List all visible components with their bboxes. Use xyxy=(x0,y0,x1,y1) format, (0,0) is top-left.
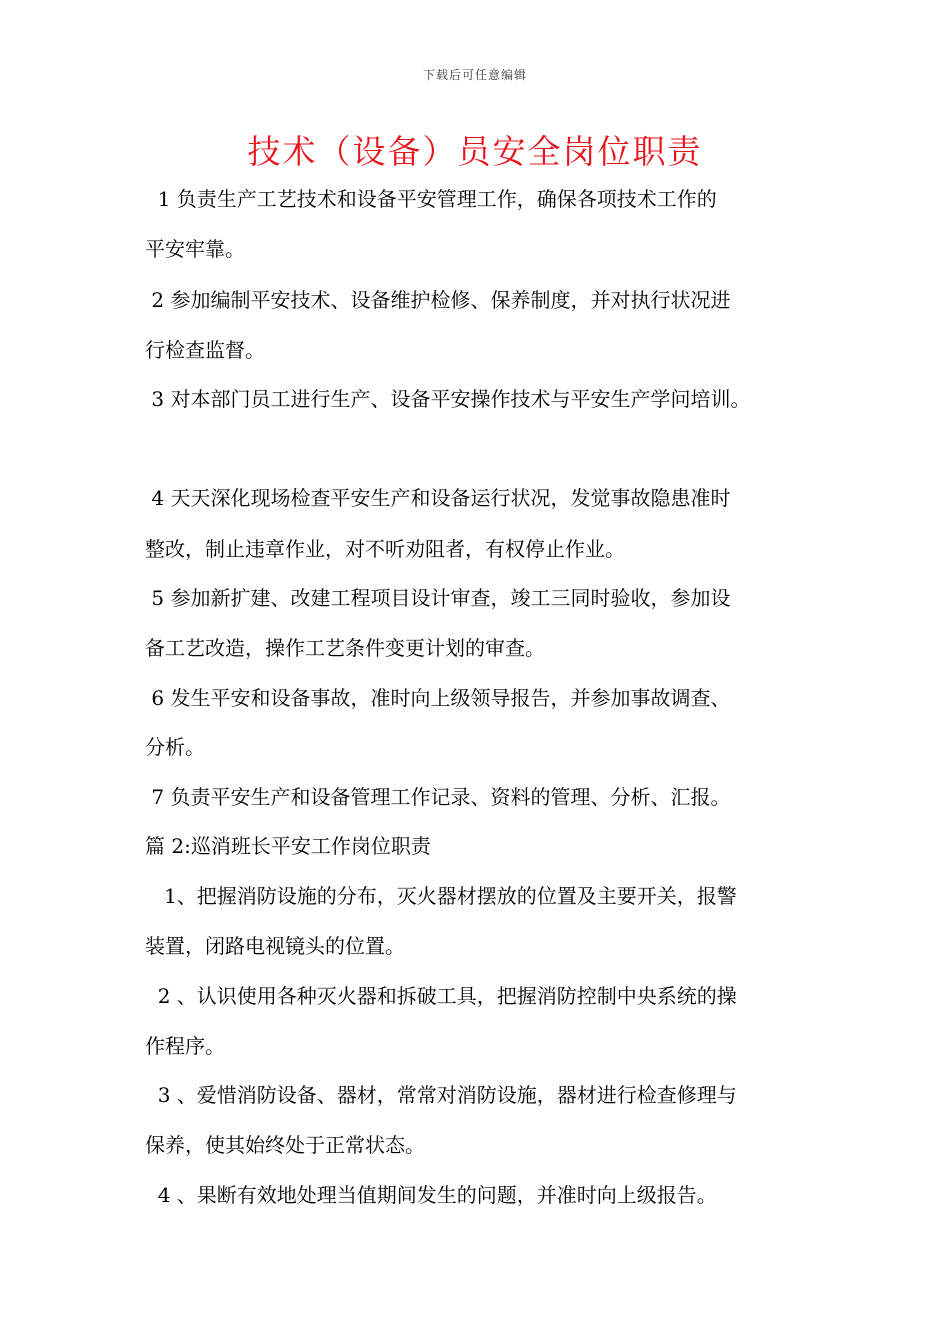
paragraph-line: 1、把握消防设施的分布，灭火器材摆放的位置及主要开关，报警 xyxy=(145,884,737,908)
paragraph-line: 5 参加新扩建、改建工程项目设计审查，竣工三同时验收，参加设 xyxy=(145,586,731,610)
paragraph-line: 4 天天深化现场检查平安生产和设备运行状况，发觉事故隐患准时 xyxy=(145,486,731,510)
header-note: 下载后可任意编辑 xyxy=(422,68,527,82)
paragraph-line: 行检查监督。 xyxy=(145,338,265,362)
paragraph-line: 3 对本部门员工进行生产、设备平安操作技术与平安生产学问培训。 xyxy=(145,387,751,411)
paragraph-line: 3 、爱惜消防设备、器材，常常对消防设施，器材进行检查修理与 xyxy=(145,1083,737,1107)
paragraph-line: 保养，使其始终处于正常状态。 xyxy=(145,1133,425,1157)
paragraph-line: 2 、认识使用各种灭火器和拆破工具，把握消防控制中央系统的操 xyxy=(145,984,737,1008)
paragraph-line: 平安牢靠。 xyxy=(145,237,245,261)
paragraph-line: 7 负责平安生产和设备管理工作记录、资料的管理、分析、汇报。 xyxy=(145,785,731,809)
document-title: 技术（设备）员安全岗位职责 xyxy=(247,132,703,171)
paragraph-line: 4 、果断有效地处理当值期间发生的问题，并准时向上级报告。 xyxy=(145,1183,717,1207)
paragraph-line: 6 发生平安和设备事故，准时向上级领导报告，并参加事故调查、 xyxy=(145,686,731,710)
paragraph-line: 整改，制止违章作业，对不听劝阻者，有权停止作业。 xyxy=(145,537,625,561)
paragraph-line: 作程序。 xyxy=(145,1034,225,1058)
section-heading: 篇 2:巡消班长平安工作岗位职责 xyxy=(145,834,431,858)
paragraph-line: 分析。 xyxy=(145,735,205,759)
paragraph-line: 备工艺改造，操作工艺条件变更计划的审查。 xyxy=(145,636,545,660)
paragraph-line: 装置，闭路电视镜头的位置。 xyxy=(145,934,405,958)
paragraph-line: 2 参加编制平安技术、设备维护检修、保养制度，并对执行状况进 xyxy=(145,288,731,312)
paragraph-line: 1 负责生产工艺技术和设备平安管理工作，确保各项技术工作的 xyxy=(145,187,717,211)
